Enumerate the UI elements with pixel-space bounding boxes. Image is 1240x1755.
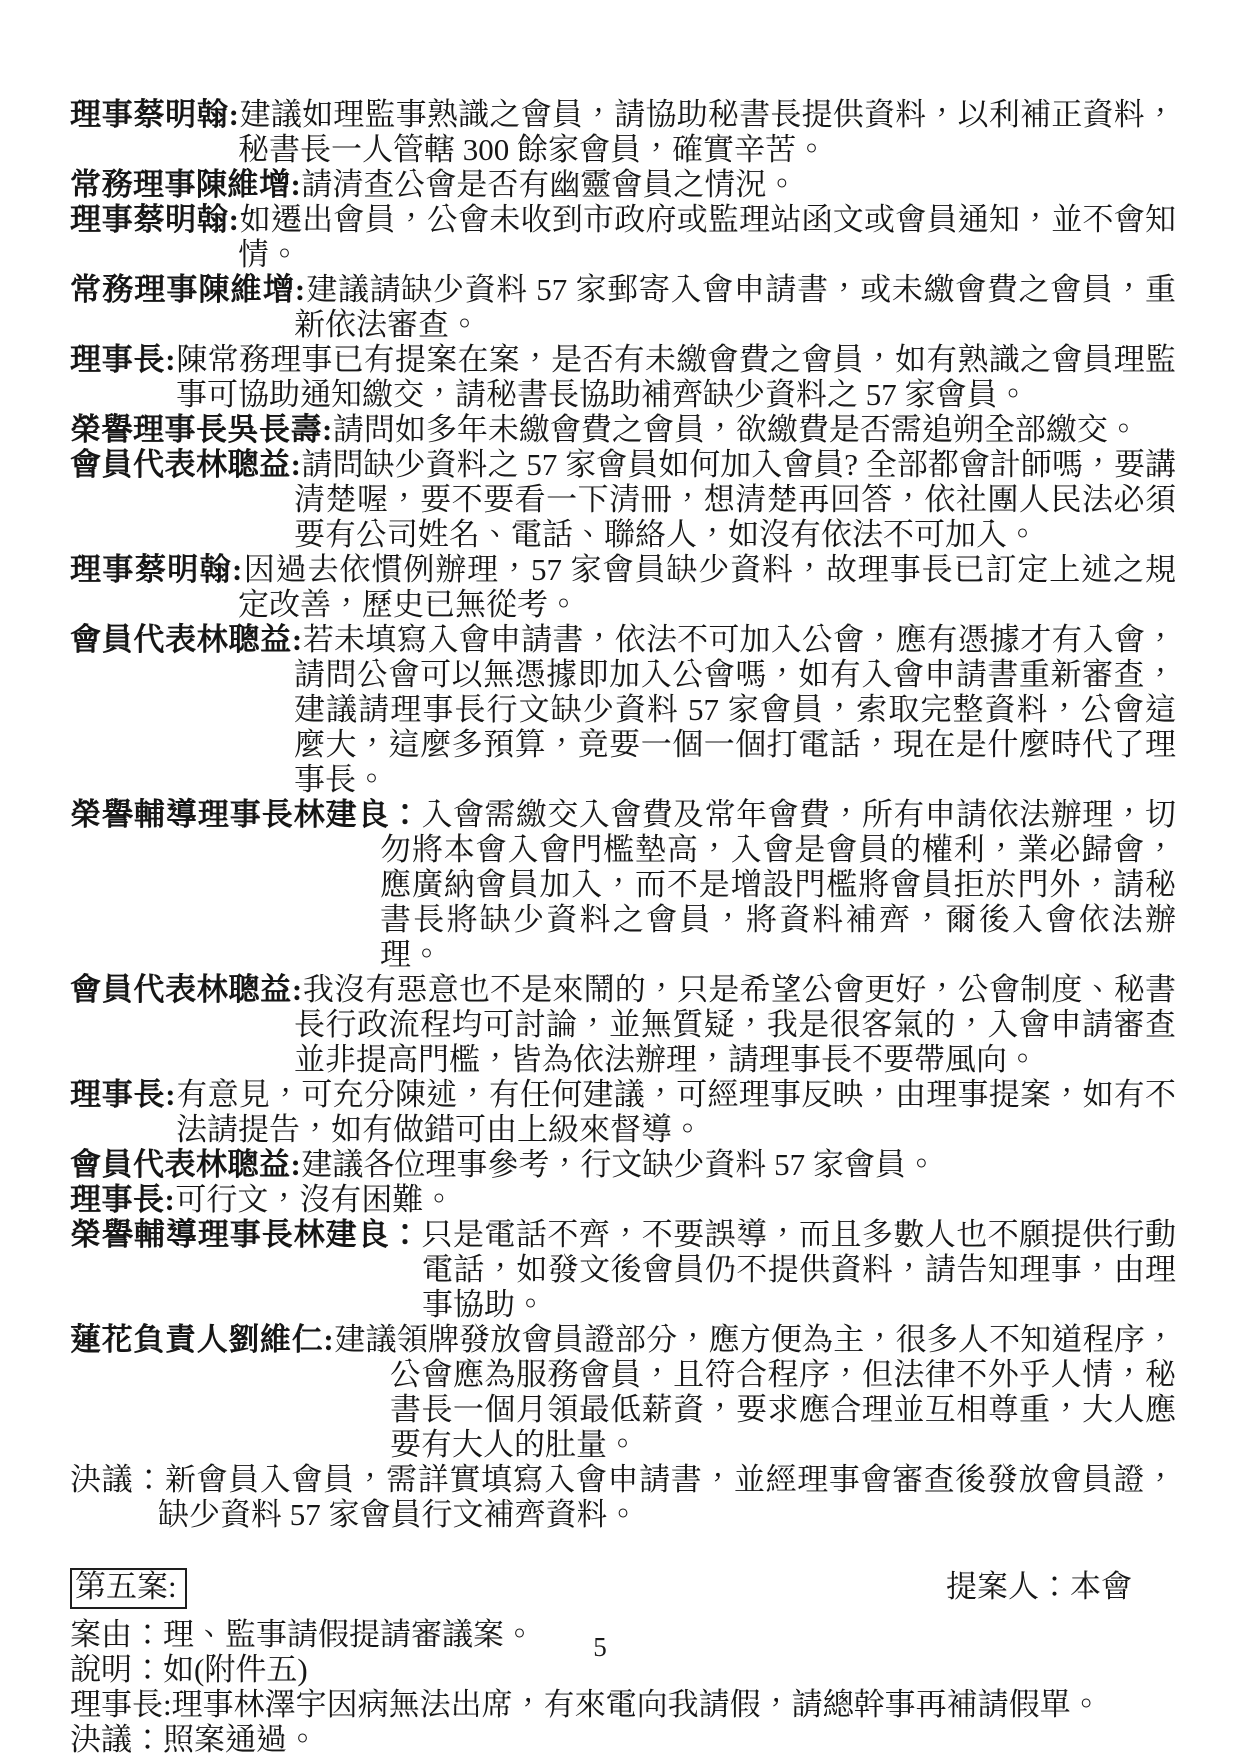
speech-text: 若未填寫入會申請書，依法不可加入公會，應有憑據才有入會，請問公會可以無憑據即加入公會嗎，如有入會申請書重新審查，建議請理事長行文缺少資料 57 家會員，索取完整資料，公會這麼大，這麼多預算，竟要一個一個打電話，現在是什麼時代了理事長。 [294, 622, 1177, 797]
minutes-entry [70, 167, 1176, 202]
minutes-section [70, 97, 1176, 1532]
minutes-entry [70, 1077, 1176, 1147]
speaker-label: 榮譽輔導理事長林建良： [70, 797, 422, 832]
speaker-label: 常務理事陳維增: [70, 167, 302, 202]
speaker-label: 理事長: [70, 1182, 176, 1217]
resolution-label: 決議： [70, 1462, 165, 1497]
row-text: 如(附件五) [163, 1652, 308, 1687]
case5-label-box: 第五案: [70, 1568, 187, 1609]
speech-text: 建議各位理事參考，行文缺少資料 57 家會員。 [301, 1147, 937, 1182]
speech-text: 建議請缺少資料 57 家郵寄入會申請書，或未繳會費之會員，重新依法審查。 [294, 272, 1177, 342]
minutes-entry [70, 552, 1176, 622]
speaker-label: 會員代表林聰益: [70, 447, 302, 482]
page-number: 5 [593, 1632, 607, 1662]
row-text: 照案通過。 [163, 1722, 318, 1755]
speech-text: 我沒有惡意也不是來鬧的，只是希望公會更好，公會制度、秘書長行政流程均可討論，並無質疑，我是很客氣的，入會申請審查並非提高門檻，皆為依法辦理，請理事長不要帶風向。 [294, 972, 1177, 1077]
minutes-entry [70, 202, 1176, 272]
row-text: 理、監事請假提請審議案。 [163, 1617, 535, 1652]
speaker-label: 會員代表林聰益: [70, 622, 303, 657]
row-label: 說明： [70, 1652, 163, 1687]
speech-text: 新會員入會員，需詳實填寫入會申請書，並經理事會審查後發放會員證，缺少資料 57 家會員行文補齊資料。 [158, 1462, 1177, 1532]
minutes-entry [70, 972, 1176, 1077]
minutes-entry [70, 1182, 1176, 1217]
speech-text: 陳常務理事已有提案在案，是否有未繳會費之會員，如有熟識之會員理監事可協助通知繳交，請秘書長協助補齊缺少資料之 57 家會員。 [176, 342, 1177, 412]
speaker-label: 榮譽輔導理事長林建良： [70, 1217, 422, 1252]
speech-text: 有意見，可充分陳述，有任何建議，可經理事反映，由理事提案，如有不法請提告，如有做錯可由上級來督導。 [176, 1077, 1177, 1147]
speech-text: 可行文，沒有困難。 [175, 1182, 455, 1217]
speech-text: 入會需繳交入會費及常年會費，所有申請依法辦理，切勿將本會入會門檻墊高，入會是會員的權利，業必歸會，應廣納會員加入，而不是增設門檻將會員拒於門外，請秘書長將缺少資料之會員，將資料補齊，爾後入會依法辦理。 [380, 797, 1176, 972]
speaker-label: 常務理事陳維增: [70, 272, 306, 307]
speaker-label: 榮譽理事長吳長壽: [70, 412, 333, 447]
speech-text: 如遷出會員，公會未收到市政府或監理站函文或會員通知，並不會知情。 [238, 202, 1176, 272]
speaker-label: 理事長: [70, 342, 177, 377]
speaker-label: 理事長: [70, 1077, 177, 1112]
minutes-entry [70, 1147, 1176, 1182]
speaker-label: 會員代表林聰益: [70, 1147, 302, 1182]
speech-text: 只是電話不齊，不要誤導，而且多數人也不願提供行動電話，如發文後會員仍不提供資料，請告知理事，由理事協助。 [421, 1217, 1176, 1322]
speech-text: 建議如理監事熟識之會員，請協助秘書長提供資料，以利補正資料，秘書長一人管轄 300 餘家會員，確實辛苦。 [238, 97, 1176, 167]
minutes-entry [70, 1217, 1176, 1322]
minutes-entry [70, 342, 1176, 412]
minutes-entry [70, 97, 1176, 167]
speaker-label: 蓮花負責人劉維仁: [70, 1322, 335, 1357]
case-row-resolution [70, 1722, 1176, 1755]
case5-header [70, 1568, 1176, 1609]
row-label: 案由： [70, 1617, 163, 1652]
row-label: 理事長: [70, 1687, 172, 1722]
minutes-content [70, 97, 1176, 1755]
minutes-entry [70, 1462, 1176, 1532]
minutes-entry [70, 447, 1176, 552]
case5-proposer: 提案人：本會 [946, 1569, 1132, 1604]
minutes-entry [70, 622, 1176, 797]
case-row-chairman [70, 1687, 1176, 1722]
speech-text: 請問缺少資料之 57 家會員如何加入會員? 全部都會計師嗎，要講清楚喔，要不要看一下清冊，想清楚再回答，依社團人民法必須要有公司姓名、電話、聯絡人，如沒有依法不可加入。 [294, 447, 1176, 552]
speech-text: 請問如多年未繳會費之會員，欲繳費是否需追朔全部繳交。 [332, 412, 1139, 447]
speech-text: 建議領牌發放會員證部分，應方便為主，很多人不知道程序，公會應為服務會員，且符合程序，但法律不外乎人情，秘書長一個月領最低薪資，要求應合理並互相尊重，大人應要有大人的肚量。 [334, 1322, 1176, 1462]
speaker-label: 理事蔡明翰: [70, 552, 243, 587]
speech-text: 因過去依慣例辦理，57 家會員缺少資料，故理事長已訂定上述之規定改善，歷史已無從考。 [238, 552, 1176, 622]
speaker-label: 理事蔡明翰: [70, 97, 240, 132]
minutes-entry [70, 272, 1176, 342]
row-text: 理事林澤宇因病無法出席，有來電向我請假，請總幹事再補請假單。 [171, 1687, 1102, 1722]
speaker-label: 理事蔡明翰: [70, 202, 240, 237]
minutes-entry [70, 412, 1176, 447]
speaker-label: 會員代表林聰益: [70, 972, 303, 1007]
speech-text: 請清查公會是否有幽靈會員之情況。 [301, 167, 798, 202]
row-label: 決議： [70, 1722, 163, 1755]
minutes-entry [70, 797, 1176, 972]
minutes-entry [70, 1322, 1176, 1462]
